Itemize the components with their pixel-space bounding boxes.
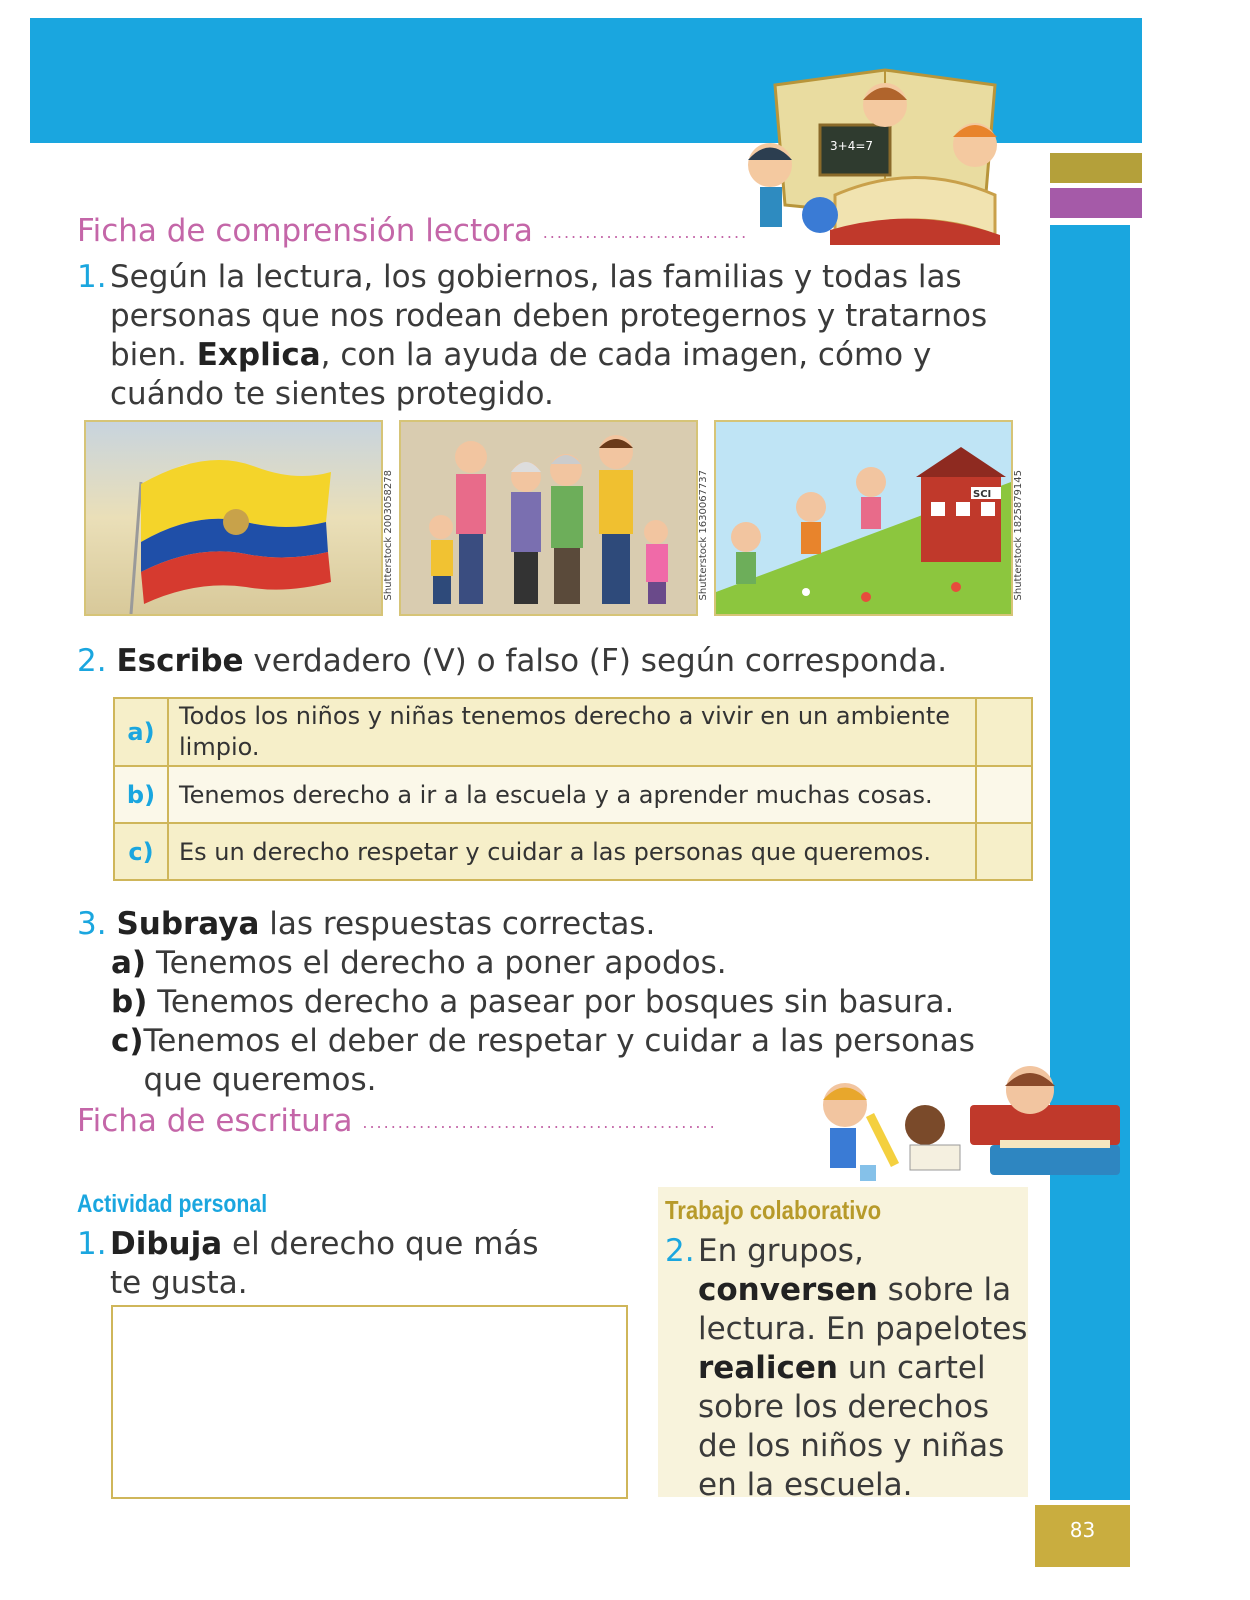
section-title-escritura: Ficha de escritura .................................................. — [77, 1103, 717, 1139]
label-actividad-personal: Actividad personal — [77, 1190, 268, 1218]
image-credit-3: Shutterstock 1825879145 — [1013, 470, 1024, 601]
school-children-image — [714, 420, 1013, 616]
row-statement: Tenemos derecho a ir a la escuela y a aprender muchas cosas. — [168, 766, 976, 823]
svg-text:SCI: SCI — [973, 489, 992, 500]
kids-with-books-illustration — [815, 1060, 1130, 1190]
section-title-comprension: Ficha de comprensión lectora ............................. — [77, 213, 749, 249]
option-c[interactable]: c) Tenemos el deber de respetar y cuidar a las personas que queremos. — [111, 1023, 975, 1098]
family-image — [399, 420, 698, 616]
page-number: 83 — [1035, 1505, 1130, 1567]
kids-reading-illustration — [735, 65, 1040, 250]
side-stripe-gold — [1050, 153, 1142, 183]
option-b[interactable]: b) Tenemos derecho a pasear por bosques sin basura. — [111, 984, 955, 1020]
svg-text:3+4=7: 3+4=7 — [830, 139, 874, 153]
table-row — [114, 698, 1032, 766]
question-1-text: Según la lectura, los gobiernos, las familias y todas las personas que nos rodean deben protegernos y tratarnos bien. Explica, con la ayuda de cada imagen, cómo y cuándo te sientes protegido. — [110, 259, 988, 412]
option-a[interactable]: a) Tenemos el derecho a poner apodos. — [111, 945, 727, 981]
row-letter: b) — [114, 766, 168, 823]
answer-cell[interactable] — [976, 823, 1032, 880]
table-row — [114, 766, 1032, 823]
row-letter: a) — [114, 698, 168, 766]
question-2: 2. Escribe verdadero (V) o falso (F) según corresponda. — [77, 643, 948, 679]
answer-cell[interactable] — [976, 766, 1032, 823]
collab-question: 2. En grupos, conversen sobre la lectura. En papelotes realicen un cartel sobre los derechos de los niños y niñas en la escuela. — [665, 1233, 1028, 1503]
table-row — [114, 823, 1032, 880]
ecuador-flag-image — [84, 420, 383, 616]
question-number: 1. — [77, 259, 107, 295]
label-trabajo-colaborativo: Trabajo colaborativo — [665, 1195, 882, 1225]
row-statement: Todos los niños y niñas tenemos derecho a vivir en un ambiente limpio. — [168, 698, 976, 766]
personal-question: 1. Dibuja el derecho que más te gusta. — [77, 1226, 539, 1301]
answer-cell[interactable] — [976, 698, 1032, 766]
question-3: 3. Subraya las respuestas correctas. — [77, 906, 656, 942]
question-1 — [77, 258, 997, 414]
image-credit-1: Shutterstock 2003058278 — [383, 470, 394, 601]
true-false-table — [113, 697, 1033, 881]
side-band-blue — [1050, 225, 1130, 1500]
image-credit-2: Shutterstock 1630067737 — [698, 470, 709, 601]
row-statement: Es un derecho respetar y cuidar a las personas que queremos. — [168, 823, 976, 880]
row-letter: c) — [114, 823, 168, 880]
drawing-area[interactable] — [111, 1305, 628, 1499]
side-stripe-purple — [1050, 188, 1142, 218]
